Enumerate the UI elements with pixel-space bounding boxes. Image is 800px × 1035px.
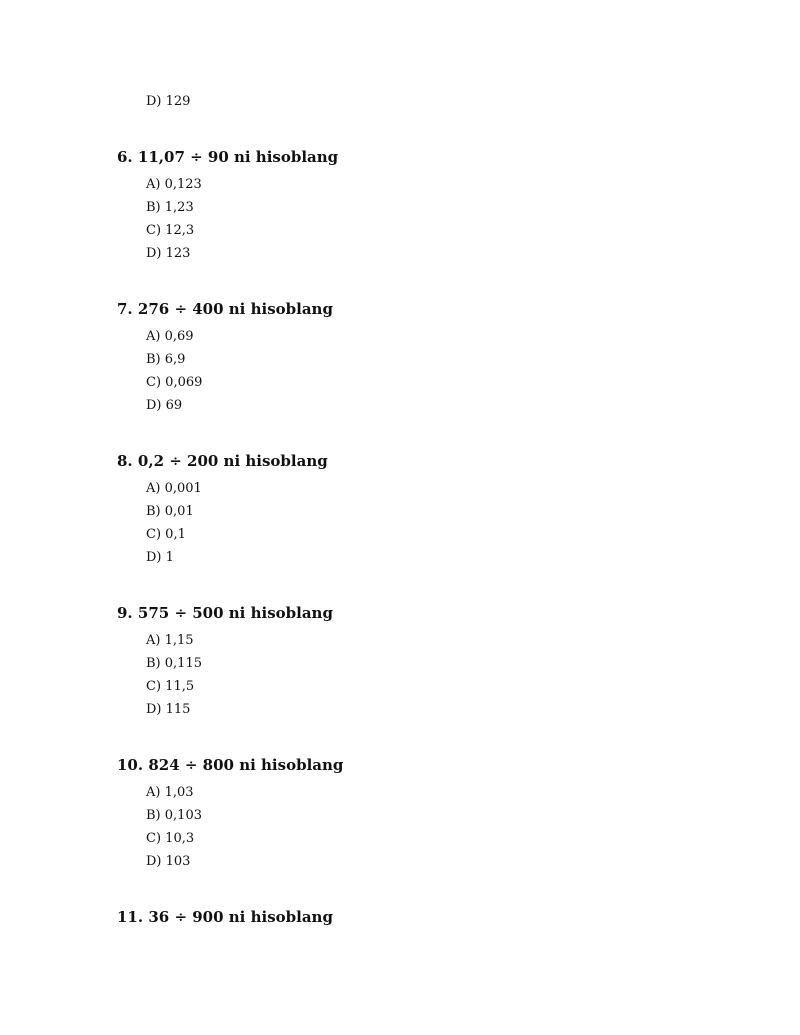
option-line <box>146 656 202 672</box>
option-value: 1 <box>165 550 174 565</box>
option-value: 1,03 <box>164 785 194 800</box>
option-value: 11,5 <box>165 679 195 694</box>
question-prompt: 11,07 ÷ 90 ni hisoblang <box>137 148 339 166</box>
option-line <box>146 550 174 566</box>
option-label: B) <box>146 200 161 215</box>
option-line <box>146 831 194 847</box>
option-line <box>146 527 186 543</box>
option-value: 123 <box>165 246 191 261</box>
option-line <box>146 679 194 695</box>
question-heading <box>117 908 333 926</box>
option-value: 69 <box>165 398 183 413</box>
question-prompt: 824 ÷ 800 ni hisoblang <box>148 756 344 774</box>
option-line <box>146 246 190 262</box>
question-heading <box>117 300 333 318</box>
option-line <box>146 94 190 110</box>
option-value: 6,9 <box>164 352 186 367</box>
option-value: 0,001 <box>164 481 202 496</box>
option-label: D) <box>146 246 162 261</box>
option-label: C) <box>146 831 162 846</box>
option-line <box>146 352 185 368</box>
question-prompt: 0,2 ÷ 200 ni hisoblang <box>137 452 328 470</box>
option-label: A) <box>146 633 161 648</box>
question-heading <box>117 756 343 774</box>
option-line <box>146 854 190 870</box>
option-label: B) <box>146 352 161 367</box>
option-label: B) <box>146 504 161 519</box>
question-prompt: 276 ÷ 400 ni hisoblang <box>137 300 333 318</box>
option-value: 0,069 <box>165 375 203 390</box>
option-line <box>146 398 182 414</box>
option-line <box>146 633 194 649</box>
option-line <box>146 702 190 718</box>
option-label: D) <box>146 702 162 717</box>
option-label: A) <box>146 177 161 192</box>
option-label: C) <box>146 679 162 694</box>
option-value: 1,15 <box>164 633 194 648</box>
option-value: 0,1 <box>165 527 186 542</box>
question-number: 10. <box>117 756 144 774</box>
option-value: 0,123 <box>164 177 202 192</box>
option-value: 115 <box>165 702 191 717</box>
option-value: 0,115 <box>164 656 202 671</box>
option-value: 0,01 <box>164 504 194 519</box>
option-line <box>146 808 202 824</box>
option-value: 103 <box>165 854 191 869</box>
option-value: 1,23 <box>164 200 194 215</box>
option-label: A) <box>146 785 161 800</box>
option-label: D) <box>146 854 162 869</box>
question-number: 11. <box>117 908 144 926</box>
option-value: 0,69 <box>164 329 194 344</box>
option-value: 12,3 <box>165 223 195 238</box>
question-heading <box>117 604 333 622</box>
question-number: 8. <box>117 452 133 470</box>
option-label: D) <box>146 94 162 109</box>
option-label: C) <box>146 223 162 238</box>
option-label: C) <box>146 375 162 390</box>
option-line <box>146 504 194 520</box>
option-label: D) <box>146 550 162 565</box>
option-line <box>146 200 194 216</box>
question-number: 9. <box>117 604 133 622</box>
option-label: B) <box>146 808 161 823</box>
option-value: 10,3 <box>165 831 195 846</box>
option-line <box>146 785 194 801</box>
question-number: 6. <box>117 148 133 166</box>
option-label: B) <box>146 656 161 671</box>
option-line <box>146 375 202 391</box>
option-label: A) <box>146 329 161 344</box>
question-heading <box>117 452 328 470</box>
option-label: A) <box>146 481 161 496</box>
option-value: 0,103 <box>164 808 202 823</box>
option-label: C) <box>146 527 162 542</box>
option-line <box>146 177 202 193</box>
option-line <box>146 481 202 497</box>
option-line <box>146 329 194 345</box>
question-number: 7. <box>117 300 133 318</box>
option-value: 129 <box>165 94 191 109</box>
question-prompt: 36 ÷ 900 ni hisoblang <box>148 908 333 926</box>
option-line <box>146 223 194 239</box>
question-heading <box>117 148 338 166</box>
option-label: D) <box>146 398 162 413</box>
question-prompt: 575 ÷ 500 ni hisoblang <box>137 604 333 622</box>
